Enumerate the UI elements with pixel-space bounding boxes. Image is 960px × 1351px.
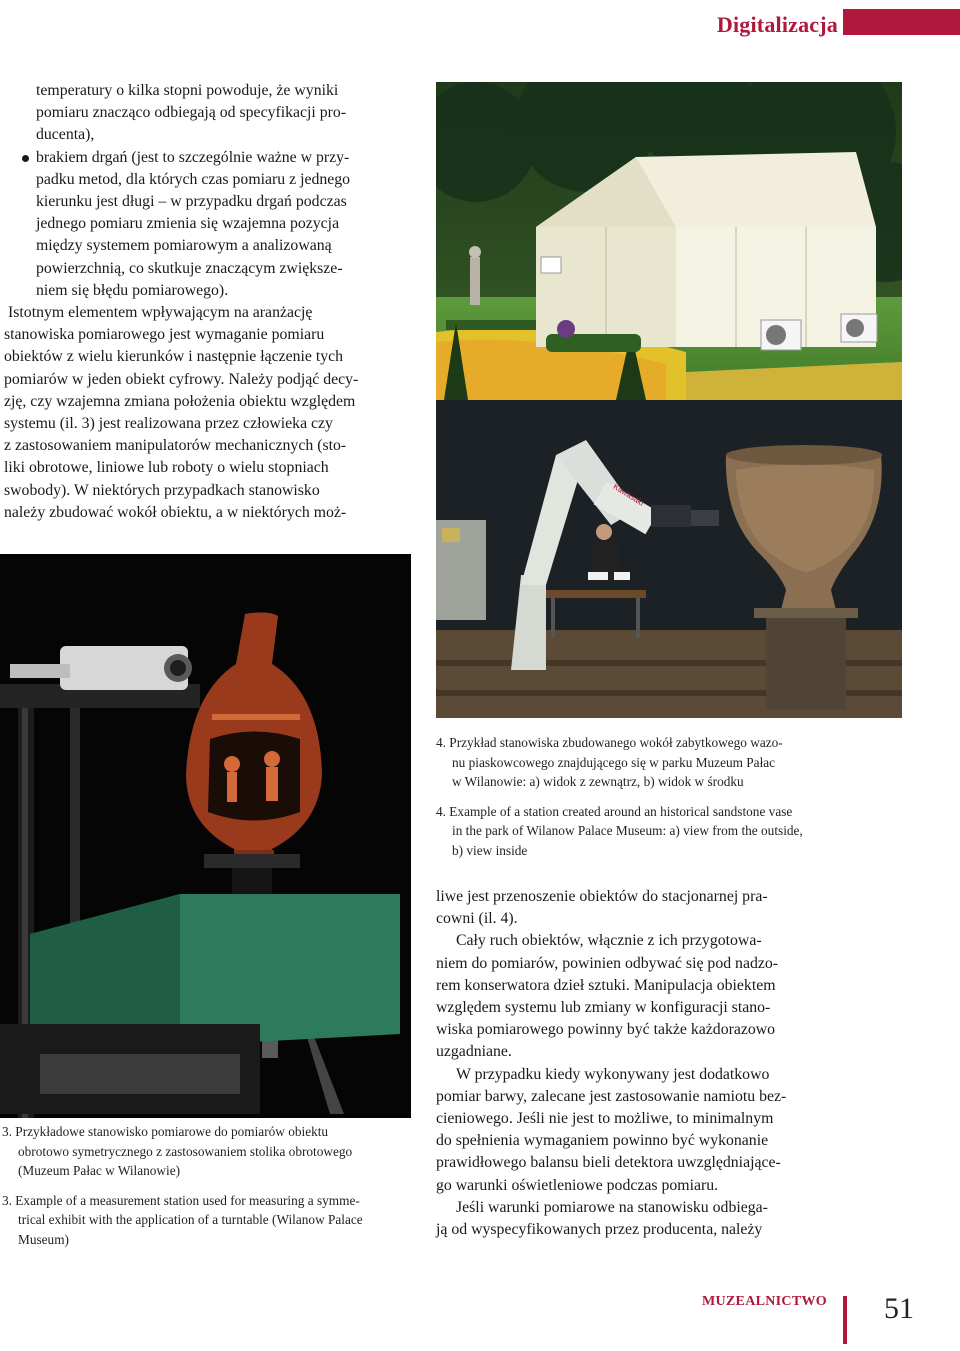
text-line: pomiaru znacząco odbiegają od specyfikacji pro- xyxy=(36,104,347,122)
text-line: pomiarów w jeden obiekt cyfrowy. Należy podjąć decy- xyxy=(4,370,359,388)
text-line: Cały ruch obiektów, włącznie z ich przygotowa- xyxy=(456,932,762,950)
text-line: Jeśli warunki pomiarowe na stanowisku odbiega- xyxy=(456,1198,768,1216)
caption-line: Museum) xyxy=(18,1231,69,1247)
text-line: go warunki oświetleniowe podczas pomiaru. xyxy=(436,1176,719,1194)
text-line: prawidłowego balansu bieli detektora uwzględniające- xyxy=(436,1154,781,1172)
tent-exterior-illustration xyxy=(436,82,902,400)
text-line: obiektów z wielu kierunków i następnie łączenie tych xyxy=(4,348,344,366)
figure-3-caption xyxy=(2,1122,410,1249)
caption-line: trical exhibit with the application of a turntable (Wilanow Palace xyxy=(18,1212,363,1227)
text-line: powierzchnią, co skutkuje znaczącym zwiększe- xyxy=(36,259,343,277)
robot-brand-label: Kawasaki xyxy=(611,481,646,508)
footer-divider xyxy=(843,1296,847,1344)
header-accent-bar xyxy=(843,9,960,35)
text-line: liki obrotowe, liniowe lub roboty o wielu stopniach xyxy=(4,459,329,477)
page-number: 51 xyxy=(884,1292,914,1325)
caption-line: 3. Example of a measurement station used for measuring a symme- xyxy=(2,1192,360,1208)
caption-line: obrotowo symetrycznego z zastosowaniem stolika obrotowego xyxy=(18,1143,353,1159)
caption-english xyxy=(436,802,846,861)
figure-4-caption xyxy=(436,733,846,860)
caption-line: b) view inside xyxy=(452,842,528,858)
caption-line: 4. Example of a station created around an historical sandstone vase xyxy=(436,803,793,819)
text-line: stanowiska pomiarowego jest wymaganie pomiaru xyxy=(4,326,325,344)
text-line: kierunku jest długi – w przypadku drgań podczas xyxy=(36,193,347,211)
text-line: cieniowego. Jeśli nie jest to możliwe, to minimalnym xyxy=(436,1110,774,1128)
caption-polish xyxy=(2,1122,410,1181)
text-line: należy zbudować wokół obiektu, a w niektórych moż- xyxy=(4,503,347,521)
text-line: niem do pomiarów, powinien odbywać się pod nadzo- xyxy=(436,954,779,972)
text-line: z zastosowaniem manipulatorów mechanicznych (sto- xyxy=(4,437,347,455)
paragraph xyxy=(4,302,432,524)
text-line: uzgadniane. xyxy=(436,1043,512,1061)
caption-line: (Muzeum Pałac w Wilanowie) xyxy=(18,1163,181,1178)
text-line: do spełnienia wymaganiem powinno być wykonanie xyxy=(436,1132,769,1150)
caption-polish xyxy=(436,733,846,792)
text-line: ducenta), xyxy=(36,126,95,144)
text-line: padku metod, dla których czas pomiaru z jednego xyxy=(36,170,351,188)
caption-line: nu piaskowcowego znajdującego się w parku Muzeum Pałac xyxy=(452,754,776,770)
text-line: liwe jest przenoszenie obiektów do stacjonarnej pra- xyxy=(436,888,768,905)
journal-name: MUZEALNICTWO xyxy=(702,1294,827,1309)
caption-line: in the park of Wilanow Palace Museum: a) view from the outside, xyxy=(452,823,803,838)
photo-robot-inside xyxy=(436,400,902,718)
caption-line: w Wilanowie: a) widok z zewnątrz, b) widok w środku xyxy=(452,774,744,789)
caption-english xyxy=(2,1191,410,1250)
text-line: swobody). W niektórych przypadkach stanowisko xyxy=(4,481,320,499)
text-line: niem się błędu pomiarowego). xyxy=(36,281,229,299)
bullet-continuation xyxy=(20,80,432,147)
text-line: cowni (il. 4). xyxy=(436,910,518,928)
text-line: Istotnym elementem wpływającym na aranżację xyxy=(8,304,313,322)
amphora-turntable-illustration xyxy=(0,554,411,1118)
bullet-item xyxy=(20,147,432,302)
caption-line: 4. Przykład stanowiska zbudowanego wokół zabytkowego wazo- xyxy=(436,735,783,750)
text-line: brakiem drgań (jest to szczególnie ważne w przy- xyxy=(36,148,350,166)
caption-line: 3. Przykładowe stanowisko pomiarowe do pomiarów obiektu xyxy=(2,1124,329,1139)
text-line: temperatury o kilka stopni powoduje, że wyniki xyxy=(36,82,339,99)
text-line: rem konserwatora dzieł sztuki. Manipulacja obiektem xyxy=(436,976,776,994)
robot-interior-illustration xyxy=(436,400,902,718)
text-line: między systemem pomiarowym a analizowaną xyxy=(36,237,332,255)
bullet-dot-icon xyxy=(22,155,29,162)
text-line: W przypadku kiedy wykonywany jest dodatkowo xyxy=(456,1065,770,1083)
text-line: zję, czy wzajemna zmiana położenia obiektu względem xyxy=(4,392,356,410)
text-line: systemu (il. 3) jest realizowana przez człowieka czy xyxy=(4,415,333,433)
photo-amphora-turntable xyxy=(0,554,411,1118)
right-column-text xyxy=(436,886,844,1241)
left-column-text xyxy=(4,80,432,524)
text-line: względem systemu lub zmiany w konfiguracji stano- xyxy=(436,999,771,1017)
text-line: wiska pomiarowego powinny być także każdorazowo xyxy=(436,1021,776,1039)
text-line: ją od wyspecyfikowanych przez producenta, należy xyxy=(436,1221,763,1239)
text-line: pomiar barwy, zalecane jest zastosowanie namiotu bez- xyxy=(436,1087,787,1105)
section-title: Digitalizacja xyxy=(716,12,838,37)
text-line: jednego pomiaru zmienia się wzajemna pozycja xyxy=(36,215,340,233)
photo-tent-exterior xyxy=(436,82,902,400)
